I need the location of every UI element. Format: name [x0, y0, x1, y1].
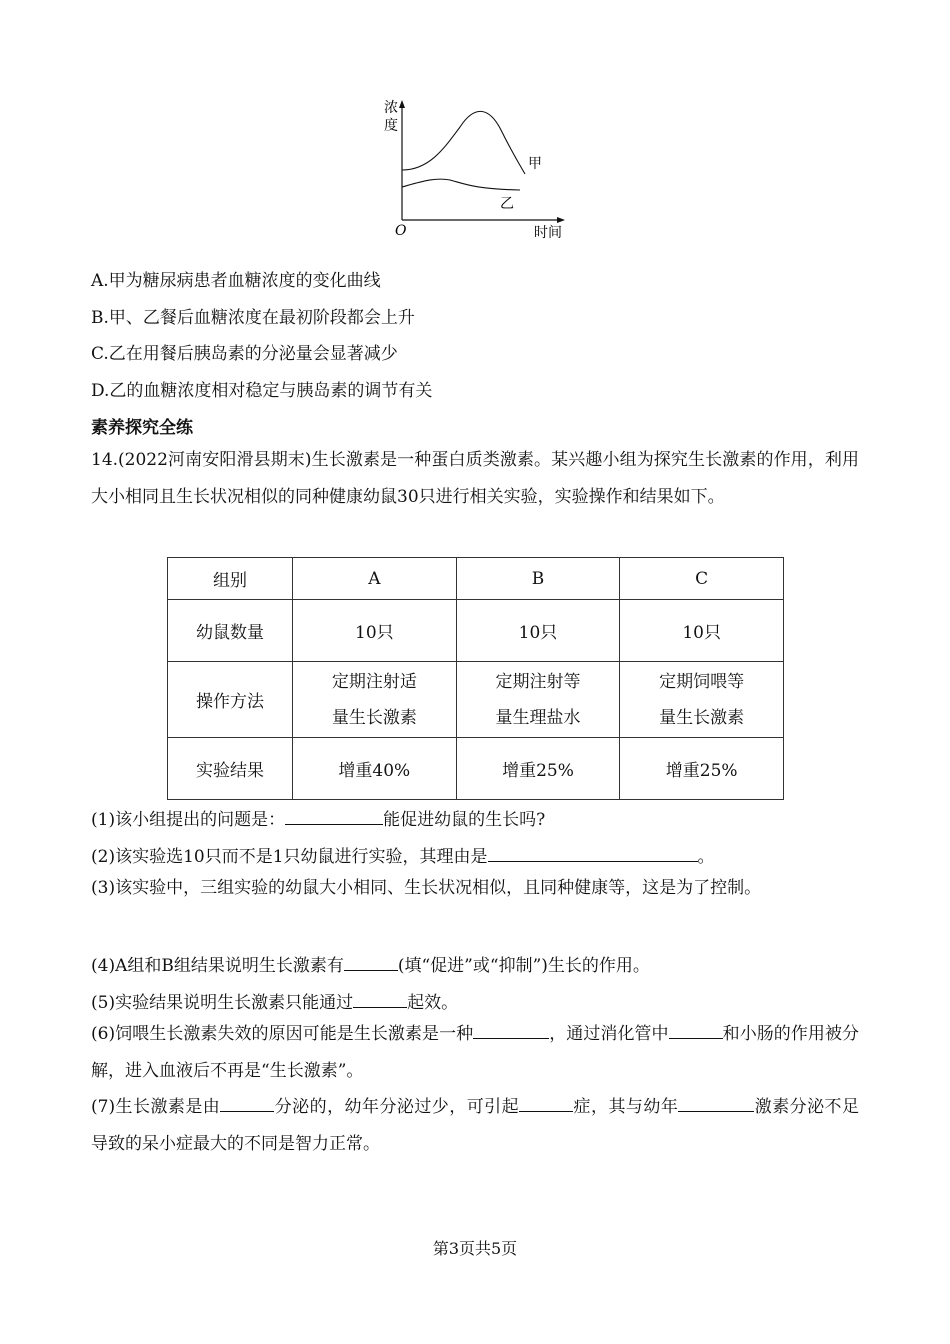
table-cell — [456, 662, 620, 738]
cell-line: 定期饲喂等 — [659, 671, 745, 692]
table-header-row — [168, 558, 784, 600]
answer-blank[interactable] — [220, 1093, 274, 1112]
option-d: D.乙的血糖浓度相对稳定与胰岛素的调节有关 — [91, 381, 433, 401]
table-cell — [293, 662, 457, 738]
section-title: 素养探究全练 — [91, 418, 193, 438]
concentration-time-graph — [370, 92, 580, 242]
answer-blank[interactable] — [678, 1093, 754, 1112]
table-cell — [620, 662, 784, 738]
table-cell: 增重25% — [620, 738, 784, 800]
q14-stem: 14.(2022河南安阳滑县期末)生长激素是一种蛋白质类激素。某兴趣小组为探究生长激素的作用，利用大小相同且生长状况相似的同种健康幼鼠30只进行相关实验，实验操作和结果如下。 — [91, 450, 859, 507]
curve-jia — [402, 111, 525, 174]
cell-line: 定期注射适 — [331, 671, 417, 692]
x-axis-arrow — [557, 217, 565, 223]
answer-blank[interactable] — [353, 989, 407, 1008]
table-cell: 10只 — [620, 600, 784, 662]
table-header-cell: A — [293, 558, 457, 600]
answer-blank[interactable] — [473, 1020, 549, 1039]
table-cell: 增重25% — [456, 738, 620, 800]
cell-line: 量生理盐水 — [495, 707, 581, 728]
answer-blank[interactable] — [669, 1020, 723, 1039]
table-cell: 操作方法 — [168, 662, 293, 738]
y-axis-label-2: 度 — [384, 118, 398, 134]
curve-yi — [402, 179, 520, 190]
table-header-cell: B — [456, 558, 620, 600]
sub7-text-b: 分泌的，幼年分泌过少，可引起 — [274, 1097, 520, 1117]
sub6-text-b: ，通过消化管中 — [549, 1024, 669, 1044]
answer-blank[interactable] — [285, 806, 383, 825]
table-row — [168, 662, 784, 738]
sub-question-6 — [91, 1016, 859, 1090]
sub5-text-b: 起效。 — [407, 993, 459, 1013]
answer-blank[interactable] — [488, 843, 698, 862]
y-axis-arrow — [399, 100, 405, 108]
answer-blank[interactable] — [344, 952, 398, 971]
blood-sugar-figure — [370, 92, 580, 242]
sub-question-7 — [91, 1089, 859, 1163]
sub-question-1 — [91, 805, 545, 830]
sub4-text-a: (4)A组和B组结果说明生长激素有 — [91, 956, 344, 976]
curve-jia-label: 甲 — [528, 156, 542, 172]
sub-question-3: (3)该实验中，三组实验的幼鼠大小相同、生长状况相似，且同种健康等，这是为了控制。 — [91, 878, 762, 898]
cell-line: 量生长激素 — [331, 707, 417, 728]
sub-question-4 — [91, 951, 650, 976]
y-axis-label-1: 浓 — [384, 100, 398, 116]
table-row — [168, 738, 784, 800]
sub-question-2 — [91, 842, 715, 867]
table-row — [168, 600, 784, 662]
answer-blank[interactable] — [519, 1093, 573, 1112]
table-cell: 10只 — [456, 600, 620, 662]
sub-question-5 — [91, 988, 458, 1013]
cell-line: 量生长激素 — [659, 707, 745, 728]
option-b: B.甲、乙餐后血糖浓度在最初阶段都会上升 — [91, 308, 415, 328]
curve-yi-label: 乙 — [500, 196, 514, 212]
sub2-text-b: 。 — [697, 847, 715, 867]
table-cell: 实验结果 — [168, 738, 293, 800]
x-axis-label: 时间 — [534, 225, 562, 241]
sub2-text-a: (2)该实验选10只而不是1只幼鼠进行实验，其理由是 — [91, 847, 488, 867]
sub5-text-a: (5)实验结果说明生长激素只能通过 — [91, 993, 354, 1013]
sub7-text-a: (7)生长激素是由 — [91, 1097, 221, 1117]
cell-line: 定期注射等 — [495, 671, 581, 692]
option-a: A.甲为糖尿病患者血糖浓度的变化曲线 — [91, 271, 381, 291]
table-cell: 幼鼠数量 — [168, 600, 293, 662]
experiment-table — [167, 557, 784, 800]
sub4-text-b: (填“促进”或“抑制”)生长的作用。 — [397, 956, 650, 976]
table-cell: 10只 — [293, 600, 457, 662]
page-footer: 第3页共5页 — [432, 1239, 518, 1258]
sub6-text-c: 和小肠的作用被分解，进入血液后不再是“生长激素”。 — [91, 1024, 859, 1081]
sub7-text-d: 激素分泌不足导致的呆小症最大的不同是智力正常。 — [91, 1097, 860, 1154]
sub1-text-b: 能促进幼鼠的生长吗? — [383, 810, 546, 830]
sub7-text-c: 症，其与幼年 — [573, 1097, 679, 1117]
table-header-cell: C — [620, 558, 784, 600]
origin-label: O — [395, 223, 407, 239]
table-cell: 增重40% — [293, 738, 457, 800]
table-header-cell: 组别 — [168, 558, 293, 600]
sub6-text-a: (6)饲喂生长激素失效的原因可能是生长激素是一种 — [91, 1024, 474, 1044]
sub1-text-a: (1)该小组提出的问题是： — [91, 810, 286, 830]
option-c: C.乙在用餐后胰岛素的分泌量会显著减少 — [91, 344, 398, 364]
